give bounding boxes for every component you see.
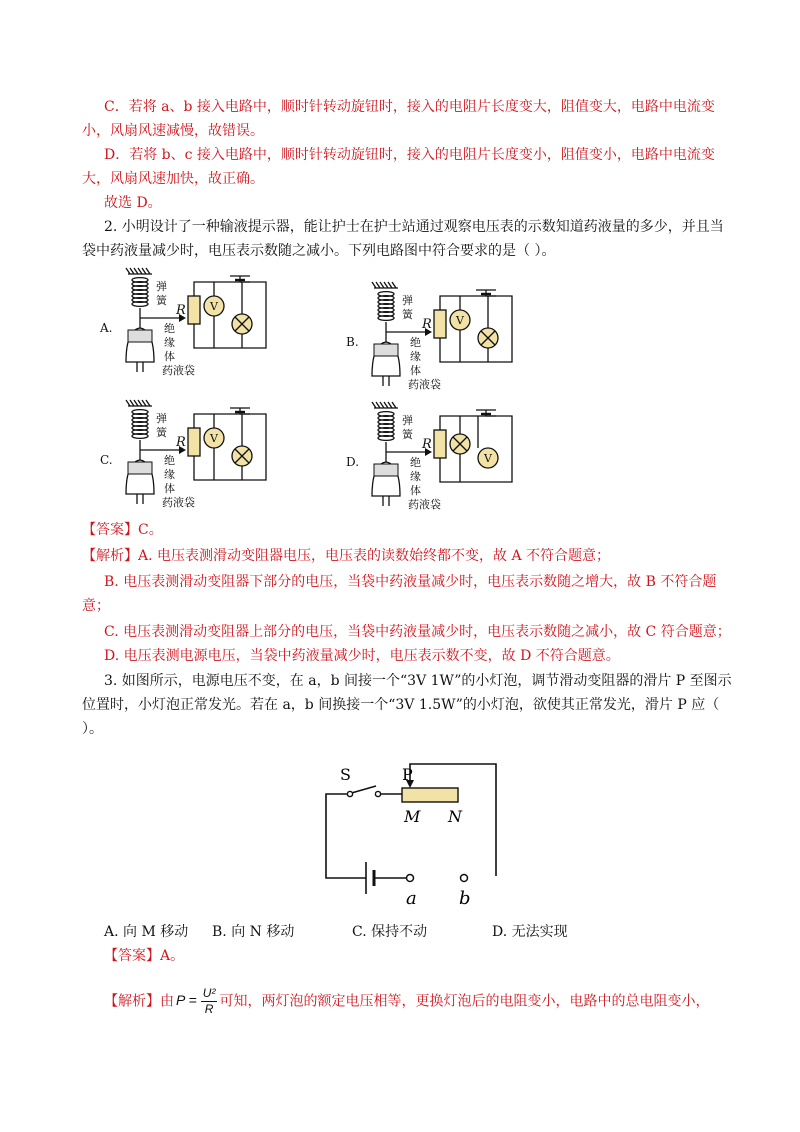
ceiling-hatch: [138, 268, 142, 274]
ceiling-hatch: [130, 400, 134, 406]
wire: [440, 416, 496, 430]
rheostat: [188, 428, 200, 456]
resistor-label: R: [422, 437, 432, 452]
voltmeter-label: V: [210, 432, 218, 445]
ceiling-hatch: [392, 282, 396, 288]
voltmeter-label: V: [456, 314, 464, 327]
ceiling-hatch: [372, 282, 376, 288]
explanation-text: A. 电压表测滑动变阻器电压，电压表的读数始终都不变，故 A 不符合题意；: [138, 548, 611, 564]
ceiling-hatch: [380, 282, 384, 288]
voltmeter-label: V: [210, 300, 218, 313]
question-2-text: 袋中药液量减少时，电压表示数随之减小。下列电路图中符合要求的是（ ）。: [82, 243, 556, 259]
insulator-label: 绝: [410, 456, 421, 469]
explanation-tag: 【解析】: [104, 993, 160, 1010]
switch-label: S: [340, 765, 351, 784]
bag-label: 药液袋: [408, 378, 441, 391]
resistor-label: R: [422, 317, 432, 332]
question-3-text: 位置时，小灯泡正常发光。若在 a，b 间换接一个“3V 1.5W”的小灯泡，欲使其正常发光，滑片 P 应（: [82, 697, 720, 713]
formula-numerator: U²: [202, 986, 216, 1000]
spring-label: 弹: [402, 414, 413, 427]
spring-label: 弹: [402, 294, 413, 307]
ceiling-hatch: [134, 268, 138, 274]
resistor-label: R: [176, 303, 186, 318]
explanation-line: [82, 546, 610, 566]
answer-line: [82, 520, 163, 540]
option-figure-d: [346, 402, 512, 511]
insulator-label: 绝: [410, 336, 421, 349]
ceiling-hatch: [134, 400, 138, 406]
terminal-a: [407, 875, 414, 882]
answer-value: A。: [160, 948, 185, 964]
option-figure-a: [99, 268, 266, 377]
ceiling-hatch: [146, 268, 150, 274]
text-line: B. 电压表测滑动变阻器下部分的电压，当袋中药液量减少时，电压表示数随之增大，故 B 不符合题: [104, 574, 717, 590]
text-line: D．若将 b、c 接入电路中，顺时针转动旋钮时，接入的电阻片长度变小，阻值变小，电路中电流变: [104, 147, 715, 163]
terminal-b: [461, 875, 468, 882]
question-3-text: 3. 如图所示，电源电压不变，在 a，b 间接一个“3V 1W”的小灯泡，调节滑动变阻器的滑片 P 至图示: [104, 673, 732, 689]
bag-top: [128, 462, 152, 474]
insulator-label: 体: [164, 482, 175, 495]
q2-option-figures: [90, 262, 570, 512]
option-label: A.: [100, 321, 113, 335]
explanation-tag: 【解析】: [82, 548, 138, 564]
bag-top: [374, 344, 398, 356]
power-formula: [176, 986, 217, 1017]
text-line: 故选 D。: [104, 195, 162, 211]
ceiling-hatch: [142, 400, 146, 406]
insulator-label: 缘: [164, 468, 175, 481]
spring-label: 簧: [156, 426, 167, 439]
spring-label: 弹: [156, 412, 167, 425]
insulator-label: 绝: [164, 454, 175, 467]
insulator-label: 体: [410, 364, 421, 377]
rheostat: [434, 310, 446, 338]
bag-top: [128, 330, 152, 342]
slider-label: P: [402, 765, 413, 784]
text-line: C. 电压表测滑动变阻器上部分的电压，当袋中药液量减少时，电压表示数随之减小，故 C 符合题意；: [104, 624, 731, 640]
answer-tag: 【答案】: [82, 522, 138, 538]
ceiling-hatch: [126, 268, 130, 274]
ceiling-hatch: [372, 402, 376, 408]
q3-circuit-diagram: [318, 758, 518, 918]
end-m-label: M: [404, 807, 421, 826]
ceiling-hatch: [384, 402, 388, 408]
ceiling-hatch: [376, 402, 380, 408]
bag-label: 药液袋: [162, 364, 195, 377]
option-figure-b: [346, 282, 512, 391]
ceiling-hatch: [126, 400, 130, 406]
option-label: B.: [346, 335, 359, 349]
ceiling-hatch: [138, 400, 142, 406]
explanation-text: 由: [160, 993, 174, 1010]
end-n-label: N: [448, 807, 462, 826]
ceiling-hatch: [384, 282, 388, 288]
bag-top: [374, 464, 398, 476]
question-3-text: ）。: [82, 721, 103, 737]
rheostat: [402, 788, 458, 802]
ceiling-hatch: [130, 268, 134, 274]
resistor-label: R: [176, 435, 186, 450]
explanation-text: 可知，两灯泡的额定电压相等，更换灯泡后的电阻变小，电路中的总电阻变小，: [219, 993, 710, 1010]
insulator-label: 缘: [164, 336, 175, 349]
insulator-label: 缘: [410, 470, 421, 483]
choice-c[interactable]: C. 保持不动: [352, 924, 428, 940]
bag-label: 药液袋: [408, 498, 441, 511]
rheostat: [188, 296, 200, 324]
formula-eq: =: [188, 992, 197, 1009]
ceiling-hatch: [376, 282, 380, 288]
text-line: 大，风扇风速加快，故正确。: [82, 171, 264, 187]
choice-a[interactable]: A. 向 M 移动: [104, 924, 189, 940]
option-label: C.: [100, 453, 113, 467]
answer-line: [104, 946, 184, 966]
spring-label: 簧: [402, 428, 413, 441]
text-line: 小，风扇风速减慢，故错误。: [82, 123, 264, 139]
point-a-label: a: [406, 888, 417, 909]
bag-label: 药液袋: [162, 496, 195, 509]
option-figure-c: [100, 400, 266, 509]
text-line: C．若将 a、b 接入电路中，顺时针转动旋钮时，接入的电阻片长度变大，阻值变大，电路中电流变: [104, 99, 715, 115]
point-b-label: b: [459, 888, 471, 909]
text-line: 意；: [82, 598, 110, 614]
ceiling-hatch: [388, 282, 392, 288]
insulator-label: 缘: [410, 350, 421, 363]
answer-value: C。: [138, 522, 163, 538]
spring-label: 簧: [402, 308, 413, 321]
insulator-label: 体: [164, 350, 175, 363]
choice-b[interactable]: B. 向 N 移动: [212, 924, 295, 940]
ceiling-hatch: [146, 400, 150, 406]
voltmeter-label: V: [484, 452, 492, 465]
question-2-text: 2. 小明设计了一种输液提示器，能让护士在护士站通过观察电压表的示数知道药液量的多少，并且当: [104, 219, 724, 235]
rheostat: [434, 430, 446, 458]
ceiling-hatch: [380, 402, 384, 408]
explanation-line: [104, 986, 709, 1017]
text-line: D. 电压表测电源电压，当袋中药液量减少时，电压表示数不变，故 D 不符合题意。: [104, 648, 620, 664]
formula-p: P: [176, 992, 185, 1009]
choice-d[interactable]: D. 无法实现: [492, 924, 568, 940]
formula-denominator: R: [204, 1002, 214, 1016]
answer-tag: 【答案】: [104, 948, 160, 964]
insulator-label: 绝: [164, 322, 175, 335]
insulator-label: 体: [410, 484, 421, 497]
spring-label: 弹: [156, 280, 167, 293]
ceiling-hatch: [142, 268, 146, 274]
ceiling-hatch: [392, 402, 396, 408]
ceiling-hatch: [388, 402, 392, 408]
option-label: D.: [346, 455, 360, 469]
spring-label: 簧: [156, 294, 167, 307]
